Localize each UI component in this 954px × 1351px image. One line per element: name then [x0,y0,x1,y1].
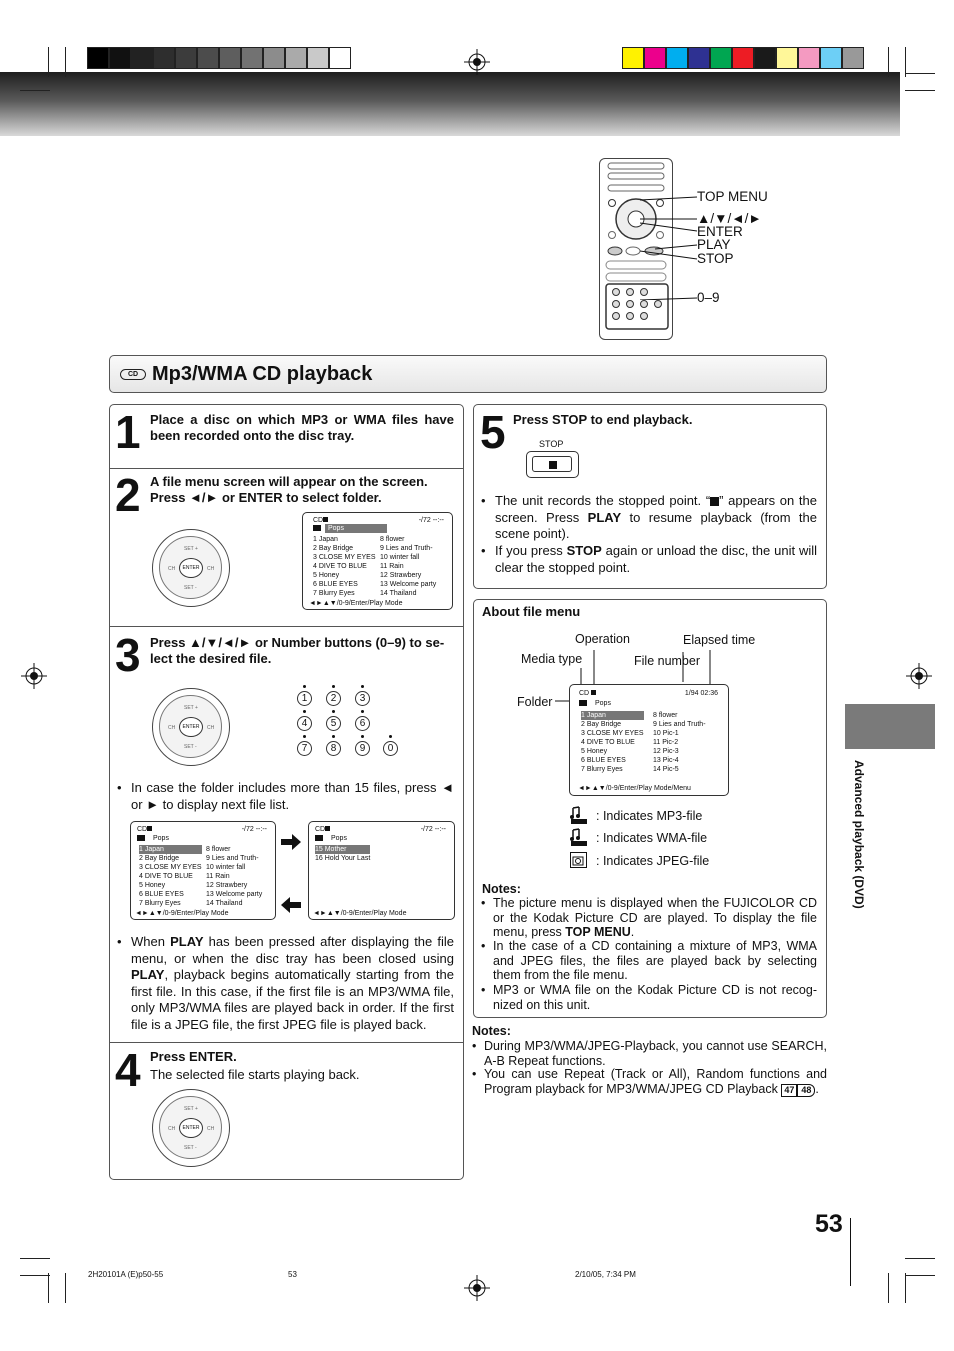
number-button-dot [361,710,364,713]
step-3-line1: Press ▲/▼/◄/► or Number buttons (0–9) to se- [150,635,445,650]
footer-center: 53 [288,1270,297,1279]
about-note-3: • MP3 or WMA file on the Kodak Picture CD is not recog- nized on this unit. [493,983,817,1012]
step-5-bullet-2: • If you press STOP again or unload the disc, the unit will clear the stopped point. [495,543,817,576]
enter-button: ENTER [179,717,203,737]
stop-icon [549,461,557,469]
color-swatch [776,47,798,69]
about-note-1: • The picture menu is displayed when the FUJICOLOR CD or the Kodak Picture CD are played. To display the file menu, press TOP MENU. [493,896,817,940]
screen-folder: Pops [595,700,611,707]
file-entry: 3 CLOSE MY EYES [581,730,644,737]
step-4-number: 4 [115,1044,141,1096]
play-mode-icon [147,826,152,831]
label-file-number: File number [634,654,700,668]
arrow-right-icon [281,834,301,850]
chapter-tab [845,704,935,749]
dpad-set-minus: SET - [184,585,197,591]
gray-swatch [241,47,263,69]
file-menu-screen-page2 [308,821,455,920]
file-entry: 2 Bay Bridge [581,721,622,728]
number-button-dot [303,710,306,713]
section-title: Mp3/WMA CD playback [152,363,373,385]
file-entry: 11 Pic-2 [653,739,679,746]
screen-header-right: -/72 --:-- [420,826,446,833]
file-entry: 11 Rain [380,563,404,570]
crop-mark [65,47,66,77]
label-elapsed-time: Elapsed time [683,633,756,647]
screen-header-left: CD [137,826,148,833]
number-button-8: 8 [326,741,341,756]
file-entry: 13 Pic-4 [653,757,679,764]
file-entry: 7 Blurry Eyes [581,766,623,773]
crop-mark [905,1273,906,1303]
screen-footer: ◄►▲▼/0-9/Enter/Play Mode [135,910,229,917]
file-entry: 3 CLOSE MY EYES [313,554,376,561]
step-3-bullet-2: • When PLAY has been pressed after displaying the file menu, or when the disc tray has been closed using PLAY, playback begins automatically starting from the first file. In this case, if the first file is an MP3/WMA file, only MP3/WMA files are played back in order. If the first file is a JPEG file, the first JPEG file is played back. [131,934,454,1033]
header-band [0,72,900,136]
screen-file-list-left [313,535,376,598]
bottom-note-1: • During MP3/WMA/JPEG-Playback, you cannot use SEARCH, A-B Repeat functions. [484,1039,827,1068]
file-entry: 16 Hold Your Last [315,855,371,862]
screen-footer: ◄►▲▼/0-9/Enter/Play Mode/Menu [578,785,691,792]
screen-header-right: -/72 --:-- [241,826,267,833]
page-number: 53 [815,1210,843,1238]
remote-label-enter: ENTER [697,224,743,239]
number-button-4: 4 [297,716,312,731]
screen-header-left: CD [579,690,590,697]
crop-mark [48,1273,49,1303]
remote-label-play: PLAY [697,237,731,252]
step-5-number: 5 [480,406,506,458]
gray-swatch [285,47,307,69]
crop-mark [905,90,935,91]
cd-icon: CD [120,369,146,380]
step-5-bullet-1: • The unit records the stopped point. “ ” appears on the screen. Press PLAY to resume playback (from the scene point). [495,493,817,543]
crop-mark [20,1258,50,1259]
number-button-dot [361,685,364,688]
file-entry: 5 Honey [139,882,166,889]
dpad-ch-left: CH [168,566,176,572]
screen-header-right: -/72 --:-- [418,517,444,524]
file-entry: 1 Japan [313,536,338,543]
file-entry: 1 Japan [581,711,644,720]
dpad-set-plus: SET + [184,546,198,552]
number-button-3: 3 [355,691,370,706]
wma-legend: : Indicates WMA-file [596,831,708,845]
crop-mark [905,73,935,74]
screen-file-list-right [206,845,262,908]
step-1-text: Place a disc on which MP3 or WMA files have been recorded onto the disc tray. [150,412,454,443]
dpad-set-plus: SET + [184,705,198,711]
gray-swatch [175,47,197,69]
screen-header-left: CD [313,517,324,524]
about-note-2: • In the case of a CD containing a mixture of MP3, WMA and JPEG files, the files are played back by selecting them from the file menu. [493,939,817,983]
registration-mark [21,663,47,689]
jpeg-legend: : Indicates JPEG-file [596,854,710,868]
file-entry: 7 Blurry Eyes [313,590,355,597]
screen-file-list-right [380,535,436,598]
file-entry: 9 Lies and Truth- [380,545,433,552]
file-entry: 14 Pic-5 [653,766,679,773]
crop-mark [20,90,50,91]
gray-swatch [131,47,153,69]
file-entry: 13 Welcome party [380,581,437,588]
file-entry: 14 Thailand [380,590,417,597]
number-button-9: 9 [355,741,370,756]
file-entry: 6 BLUE EYES [139,891,184,898]
file-entry: 3 CLOSE MY EYES [139,864,202,871]
file-entry: 8 flower [380,536,405,543]
gray-swatch [153,47,175,69]
resume-marker-icon [710,497,719,506]
number-button-0: 0 [383,741,398,756]
page-number-rule [850,1218,851,1286]
dpad-set-plus: SET + [184,1106,198,1112]
number-button-2: 2 [326,691,341,706]
file-entry: 12 Strawbery [206,882,248,889]
crop-mark [20,1275,50,1276]
enter-button: ENTER [179,1118,203,1138]
gray-swatch [329,47,351,69]
about-title: About file menu [482,604,581,619]
screen-header-left: CD [315,826,326,833]
file-entry: 9 Lies and Truth- [206,855,259,862]
dpad-ch-right: CH [207,725,215,731]
step-4-text: The selected file starts playing back. [150,1067,360,1082]
folder-icon [137,835,145,841]
number-button-1: 1 [297,691,312,706]
remote-label-top-menu: TOP MENU [697,189,768,204]
color-swatch [754,47,776,69]
dpad-ch-right: CH [207,1126,215,1132]
step-1-number: 1 [115,406,141,458]
color-swatch [798,47,820,69]
label-media-type: Media type [521,652,583,666]
file-entry: 4 DIVE TO BLUE [313,563,367,570]
color-swatch [622,47,644,69]
dpad-ch-left: CH [168,725,176,731]
file-entry: 11 Rain [206,873,230,880]
color-swatch [732,47,754,69]
number-button-6: 6 [355,716,370,731]
file-entry: 5 Honey [581,748,608,755]
bottom-notes-title: Notes: [472,1024,511,1038]
file-entry: 12 Strawbery [380,572,422,579]
folder-icon [579,700,587,706]
dpad-ch-right: CH [207,566,215,572]
screen-file-list-left [139,845,202,908]
gray-swatch [109,47,131,69]
file-entry: 14 Thailand [206,900,243,907]
folder-icon [313,525,321,531]
step-2-line2: Press ◄/► or ENTER to select folder. [150,490,382,505]
divider [110,626,463,627]
file-entry: 4 DIVE TO BLUE [581,739,635,746]
registration-mark [906,663,932,689]
gray-swatch [307,47,329,69]
stop-button-label: STOP [539,439,564,449]
page-ref-48[interactable]: 48 [797,1084,815,1097]
crop-mark [888,47,889,77]
crop-mark [905,47,906,77]
color-swatch [644,47,666,69]
file-entry: 8 flower [206,846,231,853]
file-entry: 10 winter fall [206,864,246,871]
step-5-title: Press STOP to end playback. [513,412,693,427]
divider [110,1042,463,1043]
remote-label-numbers: 0–9 [697,290,720,305]
gray-swatch [219,47,241,69]
step-3-bullet-1: • In case the folder includes more than 15 files, press ◄ or ► to display next file list. [131,780,454,813]
number-button-5: 5 [326,716,341,731]
page-ref-47[interactable]: 47 [781,1084,797,1097]
play-mode-icon [323,517,328,522]
file-entry: 12 Pic-3 [653,748,679,755]
dpad-illustration [152,688,230,766]
file-entry: 15 Mother [315,845,370,854]
screen-file-list-left [581,711,644,774]
label-operation: Operation [575,632,630,646]
file-entry: 6 BLUE EYES [313,581,358,588]
file-menu-screen-page1 [130,821,276,920]
folder-icon [315,835,323,841]
number-button-dot [389,735,392,738]
file-entry: 10 Pic-1 [653,730,679,737]
dpad-set-minus: SET - [184,744,197,750]
stop-key [532,456,572,472]
footer-left: 2H20101A (E)p50-55 [88,1270,164,1279]
gray-swatch [197,47,219,69]
play-mode-icon [325,826,330,831]
color-swatch [688,47,710,69]
file-entry: 10 winter fall [380,554,420,561]
screen-file-list-right [653,711,706,774]
file-entry: 1 Japan [139,845,202,854]
step-3-number: 3 [115,629,141,681]
file-entry: 13 Welcome party [206,891,263,898]
file-entry: 5 Honey [313,572,340,579]
remote-label-arrows: ▲/▼/◄/► [697,211,762,226]
file-entry: 2 Bay Bridge [139,855,180,862]
file-entry: 8 flower [653,712,678,719]
screen-footer: ◄►▲▼/0-9/Enter/Play Mode [313,910,407,917]
step-2-number: 2 [115,469,141,521]
dpad-illustration [152,529,230,607]
number-button-dot [332,685,335,688]
mp3-legend: : Indicates MP3-file [596,809,703,823]
number-button-dot [332,710,335,713]
about-notes-title: Notes: [482,882,521,896]
crop-mark [888,1273,889,1303]
side-chapter-label: Advanced playback (DVD) [852,760,866,909]
crop-mark [905,1258,935,1259]
number-button-dot [303,735,306,738]
footer-right: 2/10/05, 7:34 PM [575,1270,636,1279]
screen-folder: Pops [325,524,387,533]
remote-label-stop: STOP [697,251,734,266]
file-entry: 7 Blurry Eyes [139,900,181,907]
file-entry: 2 Bay Bridge [313,545,354,552]
screen-file-list-left [315,845,370,863]
file-menu-screen [302,512,453,610]
label-folder: Folder [517,695,553,709]
file-entry: 4 DIVE TO BLUE [139,873,193,880]
step-2-line1: A file menu screen will appear on the screen. [150,474,428,489]
gray-swatch [87,47,109,69]
dpad-set-minus: SET - [184,1145,197,1151]
file-entry: 6 BLUE EYES [581,757,626,764]
stop-button-illustration [526,451,579,478]
bottom-note-2: • You can use Repeat (Track or All), Random functions and Program playback for MP3/WMA/JPEG CD Playback 47 48 . [484,1067,827,1097]
color-swatch [710,47,732,69]
gray-swatch [263,47,285,69]
screen-header-right: 1/94 02:36 [684,690,718,697]
color-swatch [666,47,688,69]
dpad-ch-left: CH [168,1126,176,1132]
about-file-menu-screen [569,684,729,796]
section-title-bar [109,355,827,393]
play-mode-icon [591,690,596,695]
crop-mark [65,1273,66,1303]
jpeg-file-icon [570,852,587,868]
number-button-dot [332,735,335,738]
crop-mark [20,73,50,74]
number-button-dot [303,685,306,688]
mp3-file-icon [570,806,588,824]
color-swatch [842,47,864,69]
dpad-illustration [152,1089,230,1167]
enter-button: ENTER [179,558,203,578]
crop-mark [905,1275,935,1276]
file-entry: 9 Lies and Truth- [653,721,706,728]
crop-mark [48,47,49,77]
wma-file-icon [570,828,588,846]
step-4-title: Press ENTER. [150,1049,237,1064]
registration-mark [464,1275,490,1301]
screen-folder: Pops [331,835,347,842]
step-3-line2: lect the desired file. [150,651,272,666]
divider [110,468,463,469]
registration-mark [464,49,490,75]
color-swatch [820,47,842,69]
number-button-dot [361,735,364,738]
screen-footer: ◄►▲▼/0-9/Enter/Play Mode [309,600,403,607]
screen-folder: Pops [153,835,169,842]
arrow-left-icon [281,897,301,913]
number-button-7: 7 [297,741,312,756]
remote-leader-lines [640,185,700,300]
